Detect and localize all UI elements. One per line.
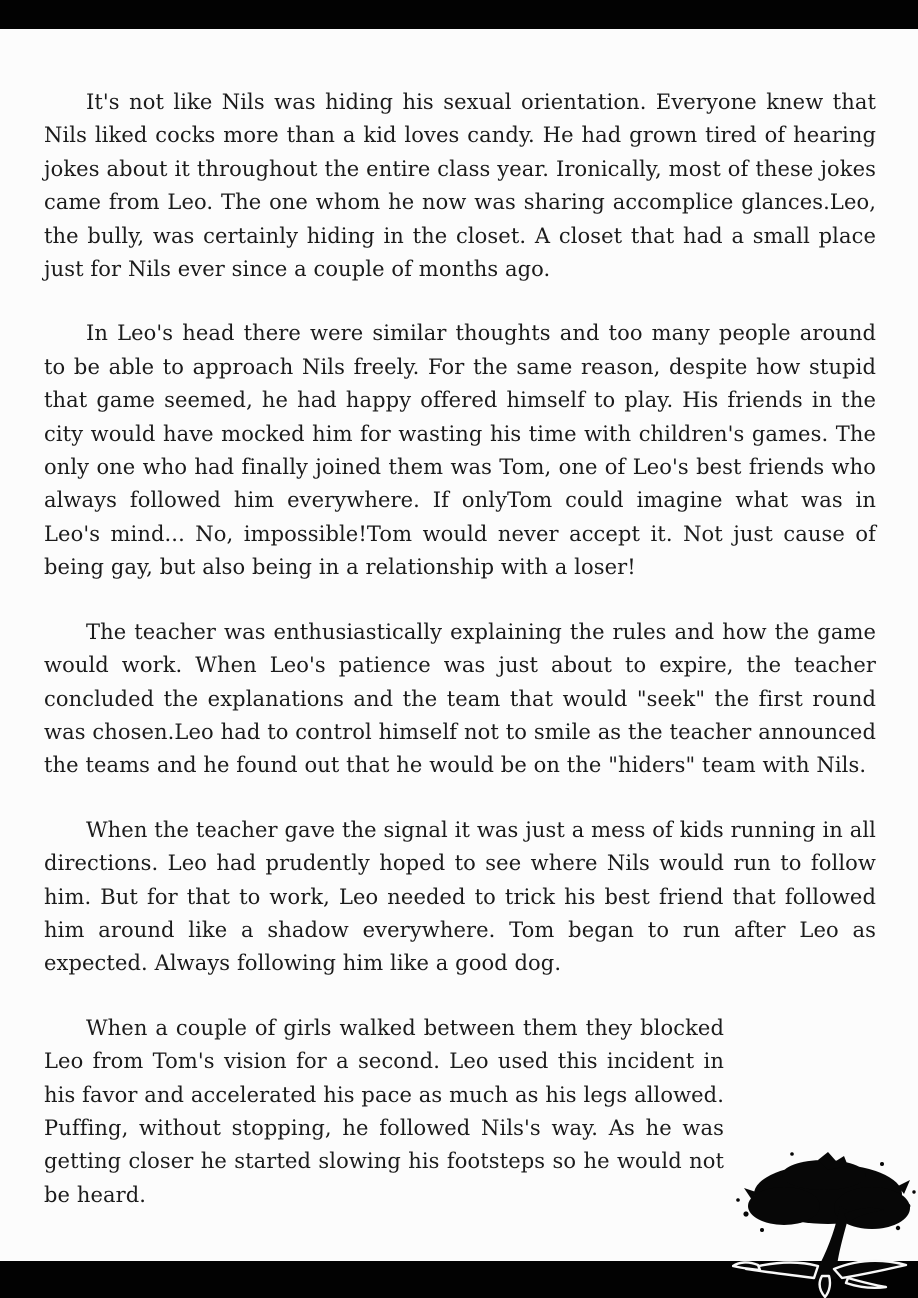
story-paragraph: When a couple of girls walked between them they blocked Leo from Tom's vision for a second. Leo used this incident in his favor and accelerated his pace as much as his legs allowed. Puffing, without stopping, he followed Nils's way. As he was getting closer he started slowing his footsteps so he would not be heard. bbox=[44, 1015, 724, 1207]
story-paragraph: It's not like Nils was hiding his sexual orientation. Everyone knew that Nils liked cocks more than a kid loves candy. He had grown tired of hearing jokes about it throughout the entire class year. Ironically, most of these jokes came from Leo. The one whom he now was sharing accomplice glances.Leo, the bully, was certainly hiding in the closet. A closet that had a small place just for Nils ever since a couple of months ago. bbox=[44, 90, 876, 282]
story-paragraph: In Leo's head there were similar thoughts and too many people around to be able to approach Nils freely. For the same reason, despite how stupid that game seemed, he had happy offered himself to play. His friends in the city would have mocked him for wasting his time with children's games. The only one who had finally joined them was Tom, one of Leo's best friends who always followed him everywhere. If onlyTom could imagine what was in Leo's mind... No, impossible!Tom would never accept it. Not just cause of being gay, but also being in a relationship with a loser! bbox=[44, 321, 876, 580]
tree-canopy bbox=[736, 1152, 916, 1232]
top-border-bar bbox=[0, 0, 918, 29]
story-paragraph: The teacher was enthusiastically explaining the rules and how the game would work. When Leo's patience was just about to expire, the teacher concluded the explanations and the team that would "seek" the first round was chosen.Leo had to control himself not to smile as the teacher announced the teams and he found out that he would be on the "hiders" team with Nils. bbox=[44, 619, 876, 778]
story-text bbox=[44, 86, 876, 1212]
tree-silhouette-icon bbox=[732, 1148, 918, 1298]
story-paragraph: When the teacher gave the signal it was just a mess of kids running in all directions. Leo had prudently hoped to see where Nils would run to follow him. But for that to work, Leo needed to trick his best friend that followed him around like a shadow everywhere. Tom began to run after Leo as expected. Always following him like a good dog. bbox=[44, 817, 876, 976]
